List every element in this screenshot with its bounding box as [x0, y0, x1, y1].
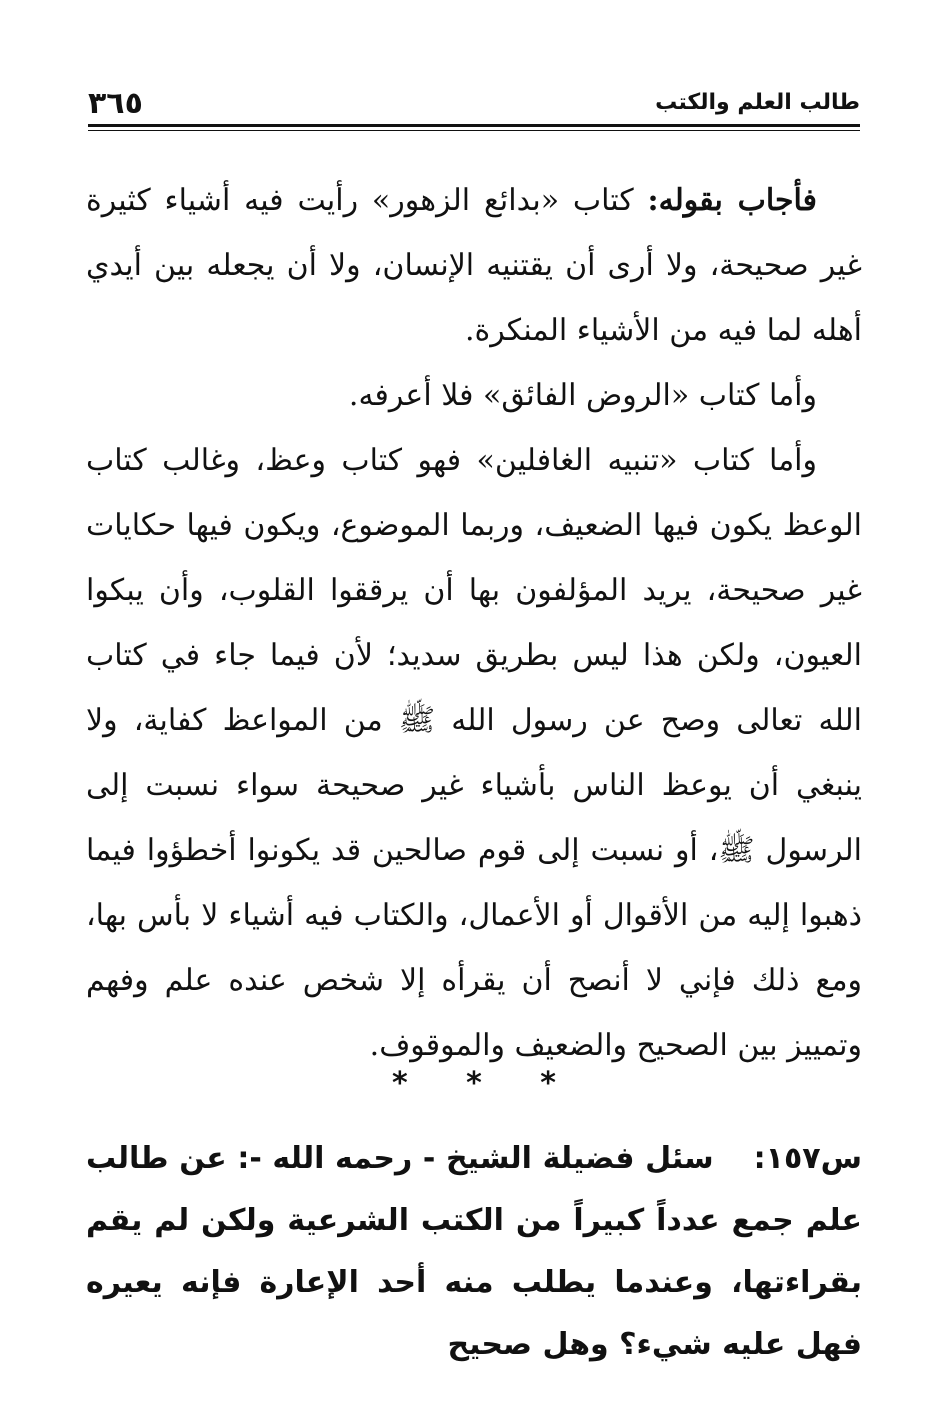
- paragraph-2: وأما كتاب «الروض الفائق» فلا أعرفه.: [348, 378, 817, 413]
- paragraph-3: وأما كتاب «تنبيه الغافلين» فهو كتاب وعظ، وغالب كتاب الوعظ يكون فيها الضعيف، وربما الموضوع، ويكون فيها حكايات غير صحيحة، يريد المؤلفون بها أن يرققوا القلوب، وأن يبكوا العيون، ولكن هذا ليس بطريق سديد؛ لأن فيما جاء في كتاب الله تعالى وصح عن رسول الله ﷺ من المواعظ كفاية، ولا ينبغي أن يوعظ الناس بأشياء غير صحيحة سواء نسبت إلى الرسول ﷺ، أو نسبت إلى قوم صالحين قد يكونوا أخطؤوا فيما ذهبوا إليه من الأقوال أو الأعمال، والكتاب فيه أشياء لا بأس بها، ومع ذلك فإني لا أنصح أن يقرأه إلا شخص عنده علم وفهم وتمييز بين الصحيح والضعيف والموقوف.: [86, 443, 862, 1063]
- header-rule-thin: [88, 130, 860, 131]
- question-text: سئل فضيلة الشيخ - رحمه الله -: عن طالب علم جمع عدداً كبيراً من الكتب الشرعية ولكن لم يقم بقراءتها، وعندما يطلب منه أحد الإعارة فإنه يعيره فهل عليه شيء؟ وهل صحيح: [86, 1141, 862, 1362]
- header-rule: [88, 124, 860, 127]
- page-header: [88, 86, 860, 126]
- page-number: ٣٦٥: [88, 86, 143, 121]
- paragraph-1: [86, 168, 862, 363]
- answer-lead: فأجاب بقوله:: [647, 183, 817, 218]
- question-number: س١٥٧:: [753, 1141, 862, 1176]
- answer-text: [86, 168, 862, 1078]
- question-block: [86, 1128, 862, 1376]
- running-title: طالب العلم والكتب: [655, 90, 860, 115]
- section-separator: * * *: [392, 1066, 556, 1101]
- paragraph-1-text: كتاب «بدائع الزهور» رأيت فيه أشياء كثيرة غير صحيحة، ولا أرى أن يقتنيه الإنسان، ولا أن يجعله بين أيدي أهله لما فيه من الأشياء المنكرة.: [86, 183, 862, 348]
